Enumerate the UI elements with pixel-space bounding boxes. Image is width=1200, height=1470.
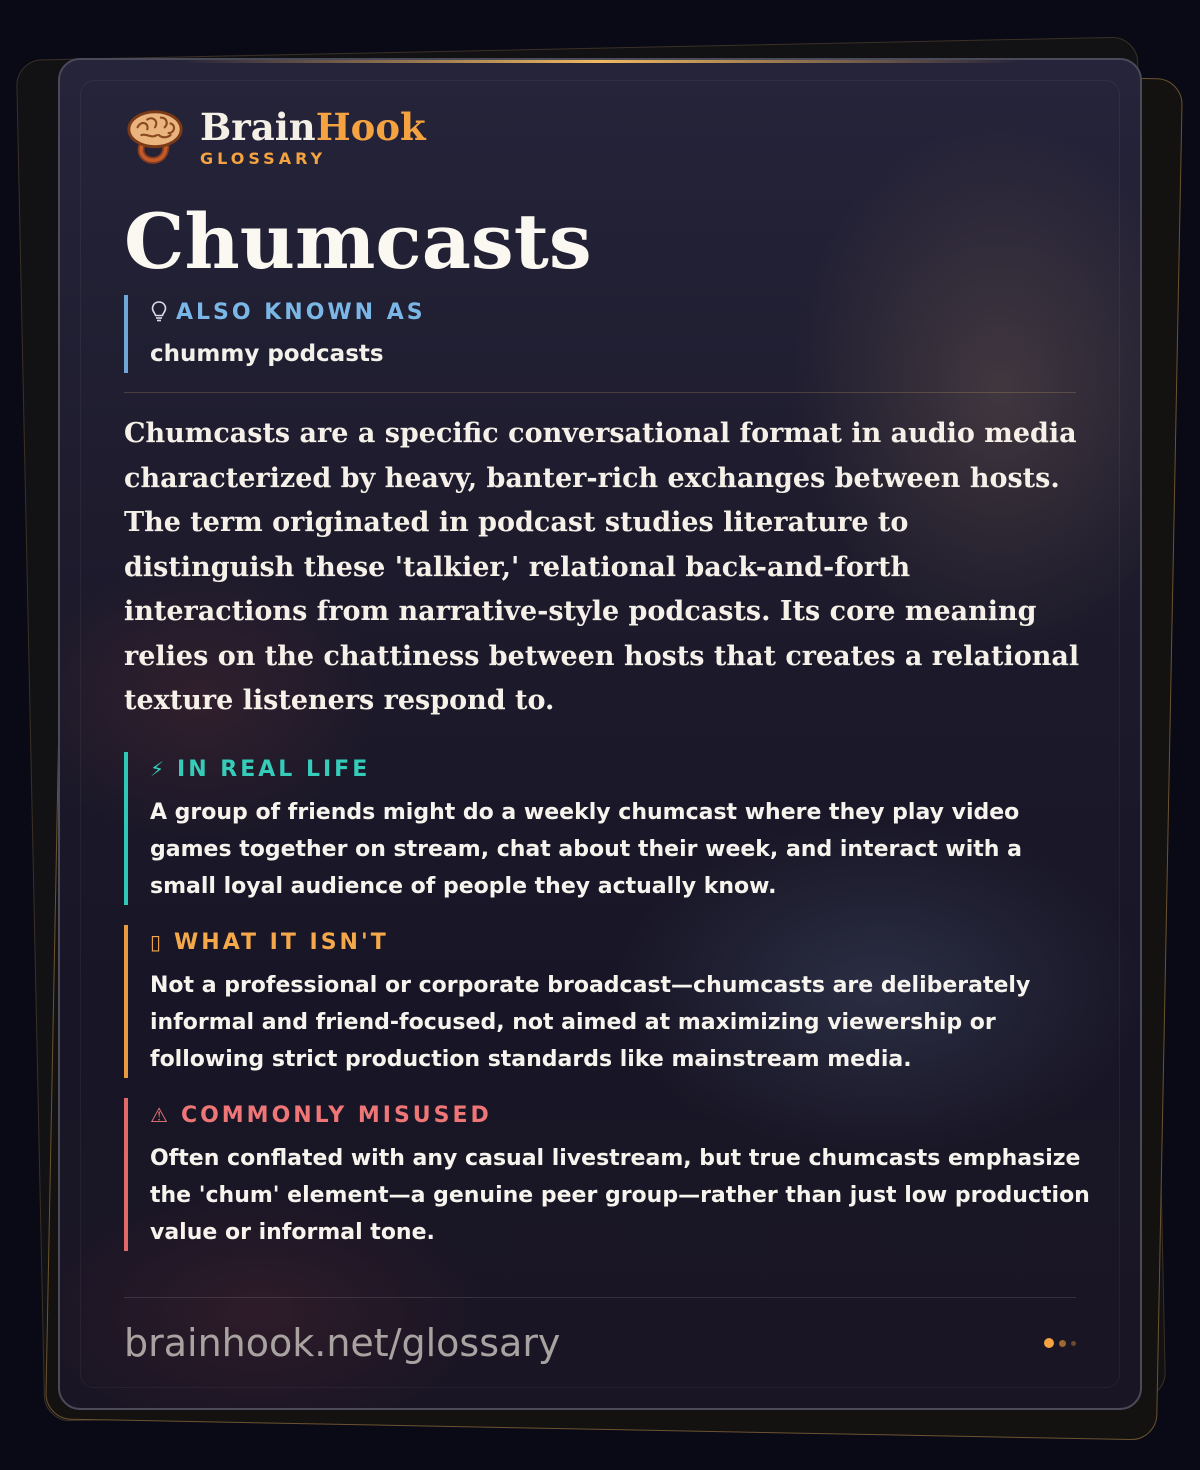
brand-name-hook: Hook: [315, 104, 426, 149]
note-what-it-isnt: [124, 925, 1090, 1078]
card-top-glow: [180, 60, 1020, 63]
note-text: Often conflated with any casual livestream, but true chumcasts emphasize the 'chum' element—a genuine peer group—rather than just low production value or informal tone.: [150, 1146, 1090, 1245]
note-text: A group of friends might do a weekly chumcast where they play video games together on stream, chat about their week, and interact with a small loyal audience of people they actually know.: [150, 800, 1022, 899]
also-known-as-block: [124, 295, 426, 373]
footer-url[interactable]: brainhook.net/glossary: [124, 1321, 561, 1365]
brand-subtitle: GLOSSARY: [200, 148, 327, 168]
also-known-as-label: ALSO KNOWN AS: [176, 300, 426, 325]
definition-text: Chumcasts are a specific conversational format in audio media characterized by heavy, banter-rich exchanges between hosts. The term originated in podcast studies literature to distinguish these 'talkier,' relational back-and-forth interactions from narrative-style podcasts. Its core meaning relies on the chattiness between hosts that creates a relational texture listeners respond to.: [124, 418, 1080, 716]
note-label: IN REAL LIFE: [177, 757, 371, 782]
note-label: COMMONLY MISUSED: [180, 1103, 492, 1128]
lightbulb-icon: [150, 300, 168, 322]
footer-divider: [124, 1297, 1076, 1298]
page-indicator-dots: [1044, 1338, 1076, 1348]
brand-name-brain: Brain: [200, 104, 316, 149]
page-dot-active: [1044, 1338, 1054, 1348]
note-heading: [150, 927, 1090, 958]
page-dot: [1071, 1341, 1076, 1346]
note-text: Not a professional or corporate broadcast—chumcasts are deliberately informal and friend-focused, not aimed at maximizing viewership or following strict production standards like mainstream media.: [150, 973, 1031, 1072]
lightning-icon: ⚡: [150, 757, 168, 781]
glossary-card: [58, 58, 1142, 1410]
brand-text: [200, 104, 426, 168]
brand-name: [200, 104, 426, 149]
note-label: WHAT IT ISN'T: [174, 930, 389, 955]
brain-hook-icon: [124, 106, 186, 168]
note-in-real-life: [124, 752, 1090, 905]
warning-icon: ⚠: [150, 1103, 171, 1127]
page-dot: [1059, 1340, 1066, 1347]
note-heading: [150, 754, 1090, 785]
section-divider: [124, 392, 1076, 393]
note-heading: [150, 1100, 1090, 1131]
missing-glyph-icon: ▯: [150, 930, 165, 954]
also-known-as-value: chummy podcasts: [150, 341, 384, 367]
also-known-as-heading: [150, 298, 426, 328]
term-title: Chumcasts: [124, 197, 592, 286]
brand-logo: [124, 106, 426, 168]
note-commonly-misused: [124, 1098, 1090, 1251]
